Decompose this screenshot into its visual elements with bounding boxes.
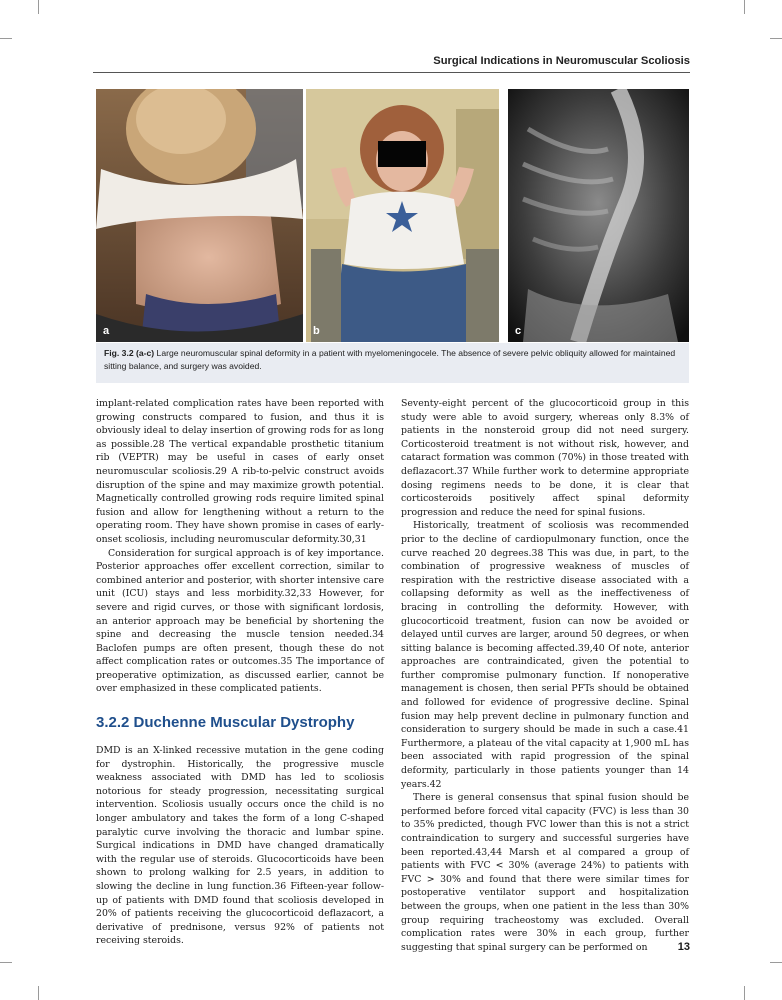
crop-mark bbox=[38, 986, 39, 1000]
section-heading: 3.2.2 Duchenne Muscular Dystrophy bbox=[96, 714, 355, 732]
running-head: Surgical Indications in Neuromuscular Scoliosis bbox=[433, 55, 690, 67]
figure-3-2 bbox=[96, 89, 689, 342]
spine-radiograph bbox=[508, 89, 689, 342]
paragraph: There is general consensus that spinal fusion should be performed before forced vital capacity (FVC) is less than 30 to 35% predicted, though FVC lower than this is not a strict contraindication to surgery and successful surgeries have been reported.43,44 Marsh et al compared a group of patients with FVC < 30% (average 24%) to patients with FVC > 30% and found that there were similar times for postoperative ventilator support and hospitalization between the groups, when one patient in the less than 30% group requiring tracheostomy was excluded. Overall complication rates were 30% in each group, further suggesting that spinal surgery can be performed on bbox=[401, 792, 689, 953]
text-column-left bbox=[96, 397, 384, 948]
panel-label-b: b bbox=[313, 325, 320, 337]
crop-mark bbox=[0, 962, 12, 963]
figure-panel-c bbox=[508, 89, 689, 342]
page-number: 13 bbox=[677, 941, 690, 953]
patient-front-photo bbox=[306, 89, 499, 342]
panel-label-c: c bbox=[515, 325, 522, 337]
text-column-right bbox=[401, 397, 689, 954]
crop-mark bbox=[744, 986, 745, 1000]
crop-mark bbox=[38, 0, 39, 14]
face-redaction-bar bbox=[378, 141, 426, 167]
paragraph: DMD is an X-linked recessive mutation in the gene coding for dystrophin. Historically, the progressive muscle weakness associated with DMD has led to scoliosis notorious for steady progression, necessitating surgical intervention. Scoliosis usually occurs once the child is no longer ambulatory and takes the form of a long C-shaped paralytic curve involving the thoracic and lumbar spine. Surgical indications in DMD have changed dramatically with the regular use of steroids. Glucocorticoids have been shown to prolong walking for 2.5 years, in addition to slowing the decline in lung function.36 Fifteen-year follow-up of patients with DMD found that scoliosis developed in 20% of patients receiving the glucocorticoid deflazacort, a derivative of prednisone, versus 92% of patients not receiving steroids. bbox=[96, 745, 384, 947]
caption-text: Large neuromuscular spinal deformity in a patient with myelomeningocele. The absence of severe pelvic obliquity allowed for maintained sitting balance, and surgery was avoided. bbox=[104, 348, 676, 371]
crop-mark bbox=[770, 38, 782, 39]
paragraph: Consideration for surgical approach is of key importance. Posterior approaches offer excellent correction, similar to combined anterior and posterior, with shorter intensive care unit (ICU) stays and less morbidity.32,33 However, for severe and rigid curves, or those with significant lordosis, an anterior approach may be beneficial by shortening the spine and decreasing the muscle tension needed.34 Baclofen pumps are often present, though these do not affect complication rates or outcomes.35 The importance of preoperative optimization, as discussed earlier, cannot be over emphasized in these complicated patients. bbox=[96, 547, 384, 695]
crop-mark bbox=[744, 0, 745, 14]
crop-mark bbox=[0, 38, 12, 39]
figure-panel-a bbox=[96, 89, 303, 342]
crop-mark bbox=[770, 962, 782, 963]
figure-panel-b bbox=[306, 89, 499, 342]
paragraph: Historically, treatment of scoliosis was recommended prior to the decline of cardiopulmonary function, once the curve reached 20 degrees.38 This was due, in part, to the combination of progressive weakness of muscles of respiration with the restrictive disease associated with a collapsing deformity as well as the ineffectiveness of bracing in controlling the deformity. However, with glucocorticoid treatment, fusion can now be avoided or delayed until curves are larger, around 50 degrees, or when sitting balance is becoming affected.39,40 Of note, anterior approaches are contraindicated, given the potential to further compromise pulmonary function. If nonoperative management is chosen, then serial PFTs should be obtained and followed for evidence of progressive decline. Spinal fusion may help prevent decline in pulmonary function and consideration to surgery should be made in such a case.41 Furthermore, a plateau of the vital capacity at 1,900 mL has been associated with rapid progression of the spinal deformity, particularly in those patients younger than 14 years.42 bbox=[401, 520, 689, 790]
panel-label-a: a bbox=[103, 325, 110, 337]
paragraph: Seventy-eight percent of the glucocorticoid group in this study were able to avoid surgery, whereas only 8.3% of patients in the nonsteroid group did not need surgery. Corticosteroid treatment is not without risk, however, and cataract formation was common (70%) in those treated with deflazacort.37 While further work to determine appropriate dosing regimens needs to be done, it is clear that corticosteroids positively affect spinal deformity progression and reduce the need for spinal fusions. bbox=[401, 398, 689, 518]
caption-label: Fig. 3.2 bbox=[104, 348, 134, 358]
paragraph: implant-related complication rates have been reported with growing constructs compared to fusion, and thus it is obviously ideal to delay insertion of growing rods for as long as possible.28 The vertical expandable prosthetic titanium rib (VEPTR) may be useful in cases of early onset neuromuscular scoliosis.29 A rib-to-pelvic construct avoids disruption of the spine and may maximize growth potential. Magnetically controlled growing rods require limited spinal fusion and allow for lengthening without a return to the operating room. They have shown promise in cases of early-onset scoliosis, including neuromuscular deformity.30,31 bbox=[96, 398, 384, 545]
figure-caption bbox=[96, 343, 689, 383]
caption-parts: (a-c) bbox=[136, 348, 155, 358]
header-rule bbox=[93, 72, 690, 73]
patient-back-photo bbox=[96, 89, 303, 342]
